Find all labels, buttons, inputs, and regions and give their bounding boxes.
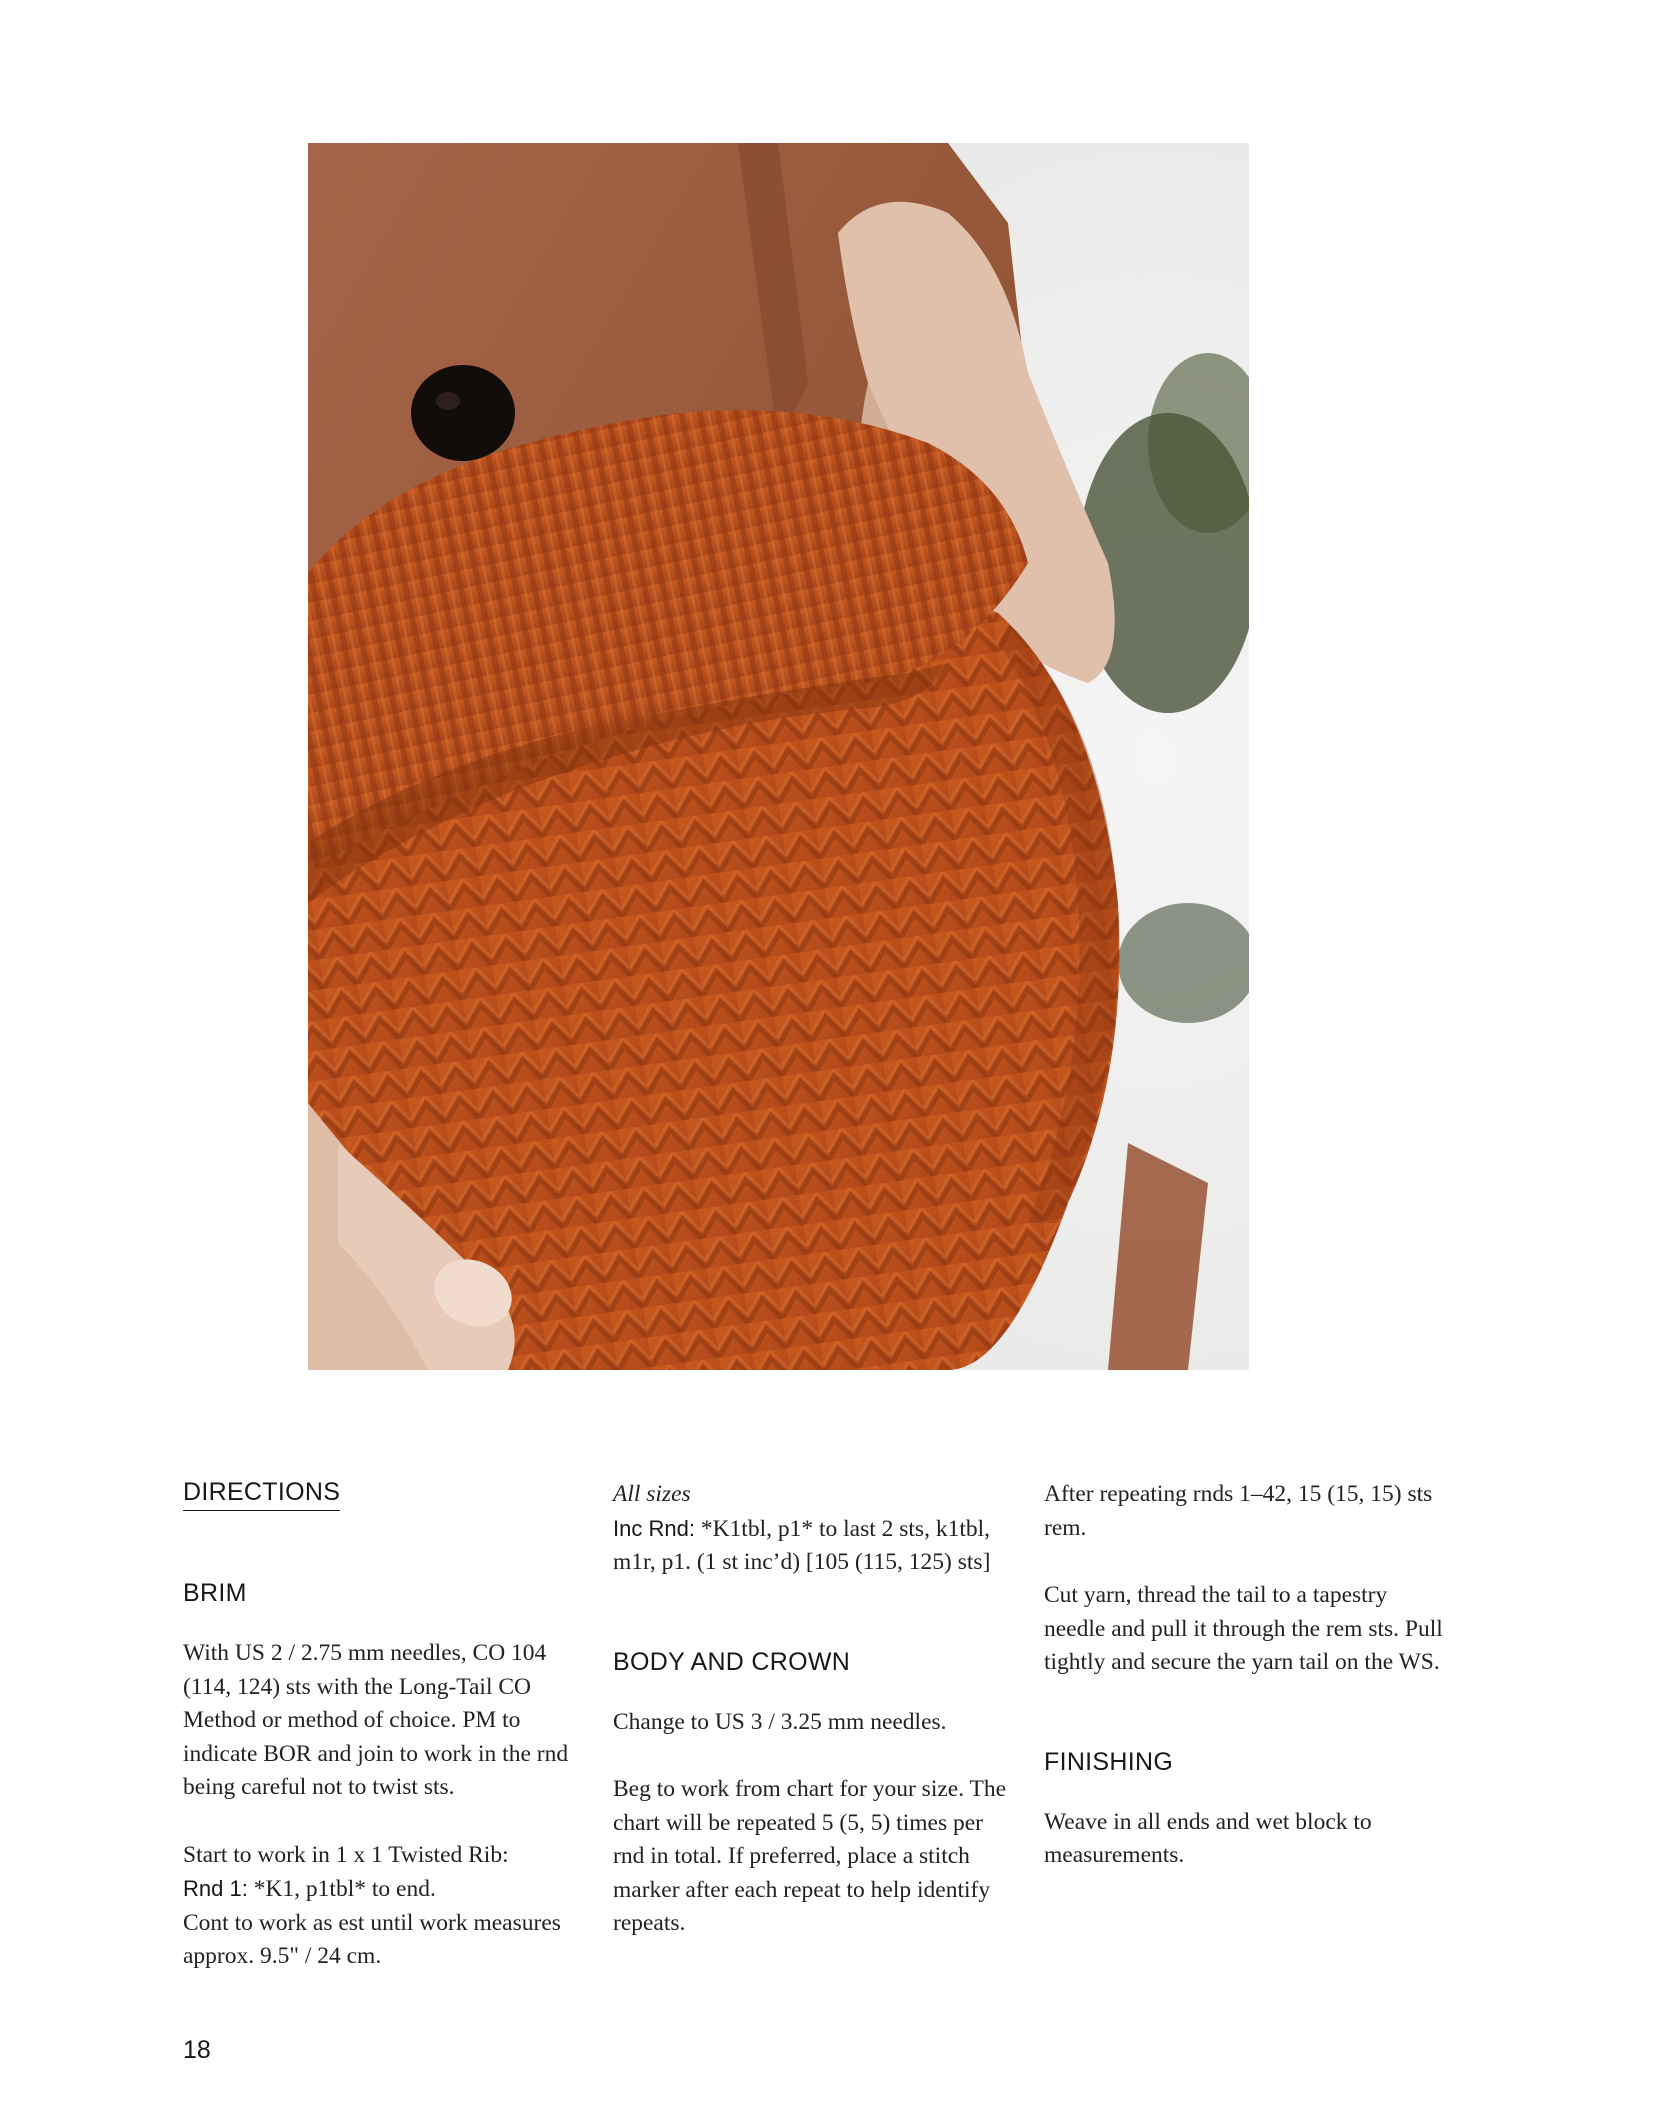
page-number: 18 [183,2036,211,2064]
hat-photo [308,143,1249,1370]
column-body-and-crown [613,1478,1013,1941]
rnd1-text: *K1, p1tbl* to end. [247,1876,436,1902]
directions-heading: DIRECTIONS [183,1478,340,1511]
twisted-rib-paragraph [183,1839,583,1974]
cut-yarn-paragraph: Cut yarn, thread the tail to a tapestry needle and pull it through the rem sts. Pull tightly and secure the yarn tail on the WS. [1044,1582,1443,1675]
finishing-paragraph: Weave in all ends and wet block to measurements. [1044,1808,1372,1868]
twisted-rib-intro: Start to work in 1 x 1 Twisted Rib: [183,1841,509,1868]
inc-rnd-paragraph [613,1512,1013,1580]
chart-paragraph: Beg to work from chart for your size. The chart will be repeated 5 (5, 5) times per rnd in total. If preferred, place a stitch marker after each repeat to help identify repeats. [613,1776,1007,1936]
rnd1-label: Rnd 1: [183,1876,248,1901]
body-crown-heading: BODY AND CROWN [613,1647,851,1676]
needle-change-paragraph: Change to US 3 / 3.25 mm needles. [613,1708,947,1735]
brim-heading: BRIM [183,1579,247,1607]
all-sizes-label: All sizes [613,1481,691,1507]
brim-cast-on-paragraph: With US 2 / 2.75 mm needles, CO 104 (114, 124) sts with the Long-Tail CO Method or method of choice. PM to indicate BOR and join to work in the rnd being careful not to twist sts. [183,1640,569,1800]
brim-continue-text: Cont to work as est until work measures approx. 9.5" / 24 cm. [183,1909,561,1969]
column-finishing [1044,1478,1444,1873]
inc-rnd-label: Inc Rnd: [613,1515,695,1541]
knitted-hat-photo-icon [308,143,1249,1370]
column-directions [183,1478,583,1974]
inc-rnd-text: *K1tbl, p1* to last 2 sts, k1tbl, m1r, p1. (1 st inc’d) [105 (115, 125) sts] [613,1515,991,1575]
finishing-heading: FINISHING [1044,1747,1174,1776]
rounds-remaining-paragraph: After repeating rnds 1–42, 15 (15, 15) sts rem. [1044,1481,1433,1541]
